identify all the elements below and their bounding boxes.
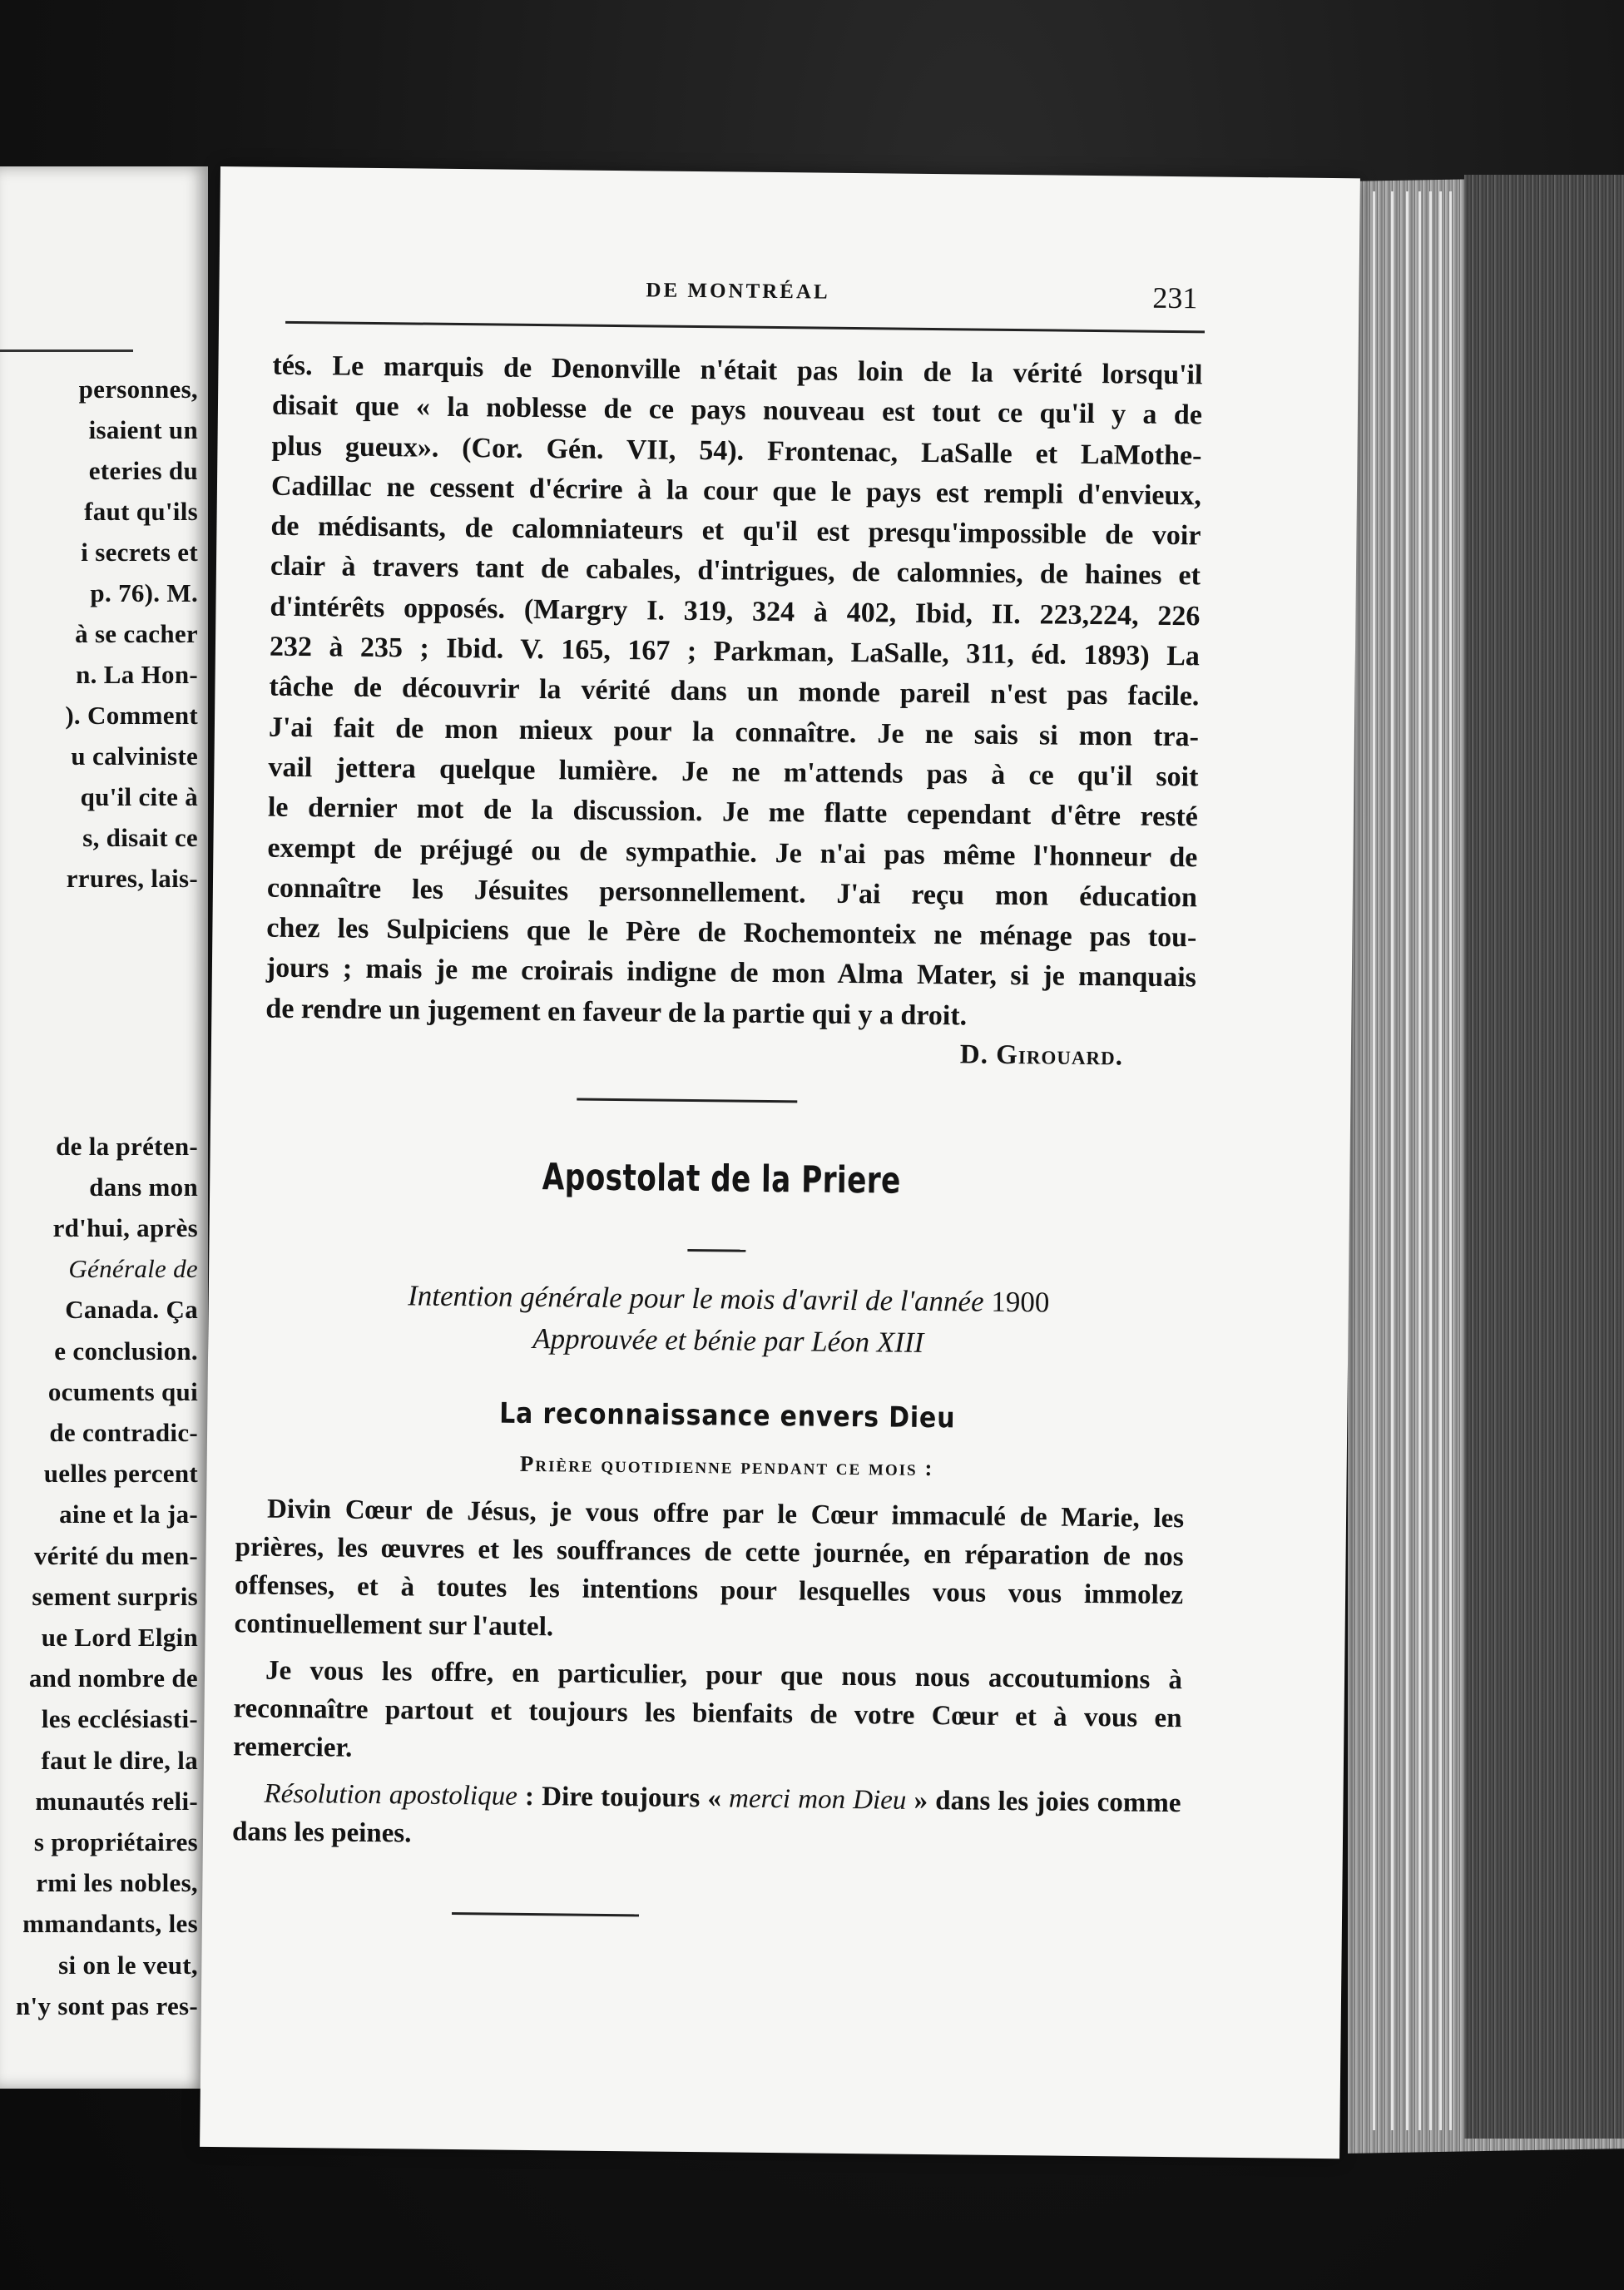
left-page-line: rd'hui, après	[52, 1213, 198, 1242]
intention-year: 1900	[991, 1285, 1050, 1319]
article-line: connaître les Jésuites personnellement. J'ai reçu mon éducation	[266, 872, 1198, 914]
prayer-heading: Prière quotidienne pendant ce mois :	[519, 1450, 934, 1481]
left-page-line: n'y sont pas res-	[16, 1990, 198, 2020]
left-page-line: les ecclésiasti-	[41, 1704, 198, 1734]
left-page-line: dans mon	[89, 1172, 198, 1202]
article-line: jours ; mais je me croirais indigne de mon Alma Mater, si je manquais	[265, 953, 1197, 994]
left-page-line: de contradic-	[49, 1418, 198, 1447]
left-page-line: i secrets et	[81, 538, 198, 567]
article-line: chez les Sulpiciens que le Père de Rochemonteix ne ménage pas tou-	[266, 912, 1197, 954]
left-page-line: ). Comment	[65, 701, 198, 730]
left-page-line: personnes,	[78, 374, 198, 404]
left-page-line: ue Lord Elgin	[41, 1623, 198, 1652]
page-edge-line	[1373, 191, 1375, 2130]
resolution-text: » dans les joies comme dans les peines.	[231, 1785, 1181, 1849]
left-page-line: sement surpris	[32, 1581, 198, 1611]
left-page-line: faut qu'ils	[84, 497, 198, 526]
article-line: disait que « la noblesse de ce pays nouveau est tout ce qu'il y a de	[271, 389, 1203, 431]
intention-line	[209, 1277, 1249, 1321]
prayer-paragraph: Je vous les offre, en particulier, pour que nous nous accoutumions à reconnaître partout et toujours les bienfaits de votre Cœur et à vous en remercier.	[232, 1655, 1183, 1763]
left-page-line: mmandants, les	[22, 1909, 198, 1939]
left-page-line: isaient un	[88, 415, 198, 444]
running-head: DE MONTRÉAL	[646, 279, 830, 304]
left-page-line: Générale de	[68, 1254, 198, 1284]
article-line: vail jettera quelque lumière. Je ne m'attends pas à ce qu'il soit	[268, 751, 1199, 793]
resolution-paragraph	[232, 1774, 1181, 1861]
article-line: le dernier mot de la discussion. Je me flatte cependant d'être resté	[267, 791, 1199, 833]
book-page-edges-dark	[1464, 175, 1624, 2139]
article-line: exempt de préjugé ou de sympathie. Je n'ai pas même l'honneur de	[267, 832, 1198, 873]
left-page-fragment	[0, 166, 208, 2089]
approval-line: Approuvée et bénie par Léon XIII	[532, 1322, 924, 1359]
left-page-line: eteries du	[88, 456, 198, 485]
separator-rule	[577, 1098, 797, 1103]
section-title: Apostolat de la Priere	[542, 1156, 902, 1202]
left-page-line: qu'il cite à	[80, 782, 198, 811]
left-page-line: rmi les nobles,	[36, 1868, 198, 1898]
resolution-label: Résolution apostolique	[264, 1778, 518, 1812]
left-page-line: uelles percent	[43, 1459, 198, 1489]
page-edge-line	[1449, 191, 1452, 2130]
left-page-line: and nombre de	[28, 1663, 198, 1693]
article-line: de rendre un jugement en faveur de la partie qui y a droit.	[265, 993, 968, 1032]
title-underline	[687, 1249, 745, 1252]
left-page-rule	[0, 349, 133, 352]
header-rule	[285, 321, 1205, 334]
book-page	[200, 166, 1360, 2159]
left-page-line: si on le veut,	[58, 1950, 198, 1980]
page-edge-line	[1429, 191, 1432, 2130]
article-line: tâche de découvrir la vérité dans un monde pareil n'est pas facile.	[269, 672, 1200, 712]
left-page-line: à se cacher	[75, 619, 198, 648]
left-page-line: Canada. Ça	[65, 1295, 198, 1325]
resolution-quote: merci mon Dieu	[728, 1783, 907, 1816]
author-signature: D. Girouard.	[959, 1039, 1124, 1072]
article-line: 232 à 235 ; Ibid. V. 165, 167 ; Parkman, LaSalle, 311, éd. 1893) La	[269, 631, 1201, 672]
article-line: plus gueux». (Cor. Gén. VII, 54). Frontenac, LaSalle et LaMothe-	[271, 430, 1202, 471]
article-line: J'ai fait de mon mieux pour la connaître. Je ne sais si mon tra-	[268, 711, 1200, 753]
article-line: tés. Le marquis de Denonville n'était pas loin de la vérité lorsqu'il	[272, 349, 1203, 391]
page-edge-line	[1439, 191, 1442, 2130]
left-page-line: aine et la ja-	[59, 1499, 198, 1529]
left-page-line: n. La Hon-	[76, 660, 198, 689]
end-rule	[452, 1912, 639, 1916]
left-page-line: u calviniste	[71, 741, 198, 771]
resolution-text: : Dire toujours «	[517, 1781, 730, 1814]
article-line: de médisants, de calomniateurs et qu'il est presqu'impossible de voir	[270, 510, 1201, 552]
intention-text: Intention générale pour le mois d'avril de l'année	[407, 1279, 984, 1318]
left-page-line: rrures, lais-	[66, 864, 198, 893]
left-page-line: faut le dire, la	[41, 1745, 198, 1775]
article-line: clair à travers tant de cabales, d'intrigues, de calomnies, de haines et	[270, 551, 1201, 592]
article-line: d'intérêts opposés. (Margry I. 319, 324 à 402, Ibid, II. 223,224, 226	[270, 591, 1201, 632]
left-page-line: munautés reli-	[35, 1786, 198, 1816]
article-text	[265, 346, 1203, 1039]
left-page-line: p. 76). M.	[90, 578, 198, 607]
left-page-line: s, disait ce	[82, 823, 198, 852]
prayer-text	[232, 1489, 1185, 1869]
article-line: Cadillac ne cessent d'écrire à la cour que le pays est rempli d'envieux,	[270, 470, 1202, 512]
left-page-line: ocuments qui	[47, 1376, 198, 1406]
page-edge-line	[1406, 191, 1409, 2130]
left-page-line: s propriétaires	[33, 1827, 198, 1856]
left-page-line: vérité du men-	[33, 1540, 198, 1570]
left-page-line: e conclusion.	[54, 1336, 198, 1366]
page-edge-line	[1391, 191, 1394, 2130]
page-edge-line	[1419, 191, 1421, 2130]
prayer-paragraph: Divin Cœur de Jésus, je vous offre par le Cœur immaculé de Marie, les prières, les œuvres et les souffrances de cette journée, en réparation de nos offenses, et à toutes les intentions pour lesquelles vous vous immolez continuellement sur l'autel.	[234, 1494, 1185, 1643]
prayer-subtitle: La reconnaissance envers Dieu	[499, 1396, 956, 1435]
page-number: 231	[1152, 280, 1198, 315]
left-page-line: de la préten-	[56, 1131, 198, 1161]
